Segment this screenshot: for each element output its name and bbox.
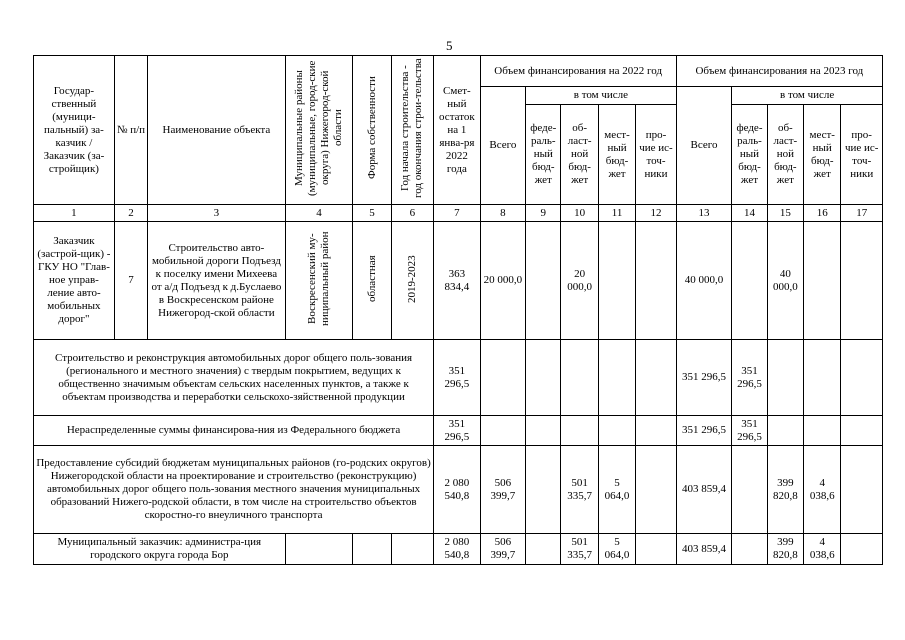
header-districts: Муниципальные районы (муниципальные, город-ские округа) Нижегород-ской области (285, 56, 353, 205)
row-customer: Заказчик (застрой-щик) - ГКУ НО "Глав-ное управ-ление авто-мобильных дорог" (34, 222, 115, 340)
row-remaining: 2 080 540,8 (434, 534, 480, 565)
row-total-2022: 506 399,7 (480, 534, 525, 565)
header-total-2022: Всего (480, 87, 525, 205)
header-other-2023: про-чие ис-точ-ники (841, 105, 883, 205)
row-local-2022 (598, 222, 635, 340)
row-total-2022: 506 399,7 (480, 446, 525, 534)
row-federal-2022 (526, 222, 561, 340)
header-fin-2023: Объем финансирования на 2023 год (676, 56, 882, 87)
header-federal-2022: феде-раль-ный бюд-жет (526, 105, 561, 205)
col-number: 8 (480, 205, 525, 222)
row-section-text: Строительство и реконструкция автомобильных дорог общего поль-зования (регионального и местного значения) с твердым покрытием, ведущих к общественно значимым объектам сельских населенных пунктов, а также к объектам производства и переработки сельскохо-зяйственной продукции (34, 340, 434, 416)
row-local-2023: 4 038,6 (804, 446, 841, 534)
row-municipal-customer: Муниципальный заказчик: администра-ция городского округа города Бор (34, 534, 286, 565)
col-number: 1 (34, 205, 115, 222)
header-federal-2023: феде-раль-ный бюд-жет (732, 105, 767, 205)
header-total-2023: Всего (676, 87, 732, 205)
row-local-2022: 5 064,0 (598, 534, 635, 565)
row-total-2023: 403 859,4 (676, 534, 732, 565)
col-number: 14 (732, 205, 767, 222)
header-incl-2023: в том числе (732, 87, 883, 105)
table-row (34, 222, 883, 340)
row-federal-2023: 351 296,5 (732, 340, 767, 416)
row-section-text: Нераспределенные суммы финансирова-ния из Федерального бюджета (34, 416, 434, 446)
row-regional-2023: 40 000,0 (767, 222, 803, 340)
header-regional-2023: об-ласт-ной бюд-жет (767, 105, 803, 205)
table-row (34, 416, 883, 446)
col-number: 10 (561, 205, 598, 222)
header-number: № п/п (114, 56, 147, 205)
header-local-2023: мест-ный бюд-жет (804, 105, 841, 205)
col-number: 9 (526, 205, 561, 222)
row-federal-2023 (732, 222, 767, 340)
row-regional-2022: 501 335,7 (561, 446, 598, 534)
page-number: 5 (446, 38, 453, 53)
col-number: 6 (391, 205, 433, 222)
col-number: 4 (285, 205, 353, 222)
row-local-2023: 4 038,6 (804, 534, 841, 565)
header-remaining: Смет-ный остаток на 1 янва-ря 2022 года (434, 56, 480, 205)
row-regional-2023: 399 820,8 (767, 446, 803, 534)
header-other-2022: про-чие ис-точ-ники (636, 105, 676, 205)
header-ownership: Форма собственности (353, 56, 391, 205)
row-regional-2022: 20 000,0 (561, 222, 598, 340)
row-ownership: областная (353, 222, 391, 340)
col-number: 16 (804, 205, 841, 222)
row-total-2022: 20 000,0 (480, 222, 525, 340)
col-number: 17 (841, 205, 883, 222)
header-object-name: Наименование объекта (148, 56, 285, 205)
row-remaining: 2 080 540,8 (434, 446, 480, 534)
col-number: 13 (676, 205, 732, 222)
table-row (34, 340, 883, 416)
column-numbers-row (34, 205, 883, 222)
row-other-2022 (636, 222, 676, 340)
row-years: 2019-2023 (391, 222, 433, 340)
col-number: 3 (148, 205, 285, 222)
row-local-2023 (804, 222, 841, 340)
header-fin-2022: Объем финансирования на 2022 год (480, 56, 676, 87)
col-number: 11 (598, 205, 635, 222)
row-total-2023: 351 296,5 (676, 416, 732, 446)
header-incl-2022: в том числе (526, 87, 677, 105)
col-number: 2 (114, 205, 147, 222)
table-row (34, 446, 883, 534)
col-number: 5 (353, 205, 391, 222)
row-remaining: 351 296,5 (434, 416, 480, 446)
row-district: Воскресенский му-ниципальный район (285, 222, 353, 340)
financing-table (33, 55, 883, 565)
row-regional-2023: 399 820,8 (767, 534, 803, 565)
row-other-2023 (841, 222, 883, 340)
row-section-text: Предоставление субсидий бюджетам муниципальных районов (го-родских округов) Нижегородской области на проектирование и строительство (реконструкцию) автомобильных дорог общего поль-зования местного значения муниципальных образований Нижего-родской области, в том числе на строительство объектов скоростно-го внеуличного транспорта (34, 446, 434, 534)
header-years: Год начала строительства - год окончания строи-тельства (391, 56, 433, 205)
row-federal-2023: 351 296,5 (732, 416, 767, 446)
table-row (34, 534, 883, 565)
header-local-2022: мест-ный бюд-жет (598, 105, 635, 205)
row-total-2023: 351 296,5 (676, 340, 732, 416)
row-local-2022: 5 064,0 (598, 446, 635, 534)
row-total-2023: 40 000,0 (676, 222, 732, 340)
col-number: 12 (636, 205, 676, 222)
row-remaining: 351 296,5 (434, 340, 480, 416)
header-regional-2022: об-ласт-ной бюд-жет (561, 105, 598, 205)
row-object-name: Строительство авто-мобильной дороги Подъезд к поселку имени Михеева от а/д Подъезд к д.Буслаево в Воскресенском районе Нижегород-ской области (148, 222, 285, 340)
row-number: 7 (114, 222, 147, 340)
row-total-2023: 403 859,4 (676, 446, 732, 534)
header-customer: Государ-ственный (муници-пальный) за-казчик / Заказчик (за-стройщик) (34, 56, 115, 205)
col-number: 15 (767, 205, 803, 222)
row-regional-2022: 501 335,7 (561, 534, 598, 565)
col-number: 7 (434, 205, 480, 222)
row-remaining: 363 834,4 (434, 222, 480, 340)
